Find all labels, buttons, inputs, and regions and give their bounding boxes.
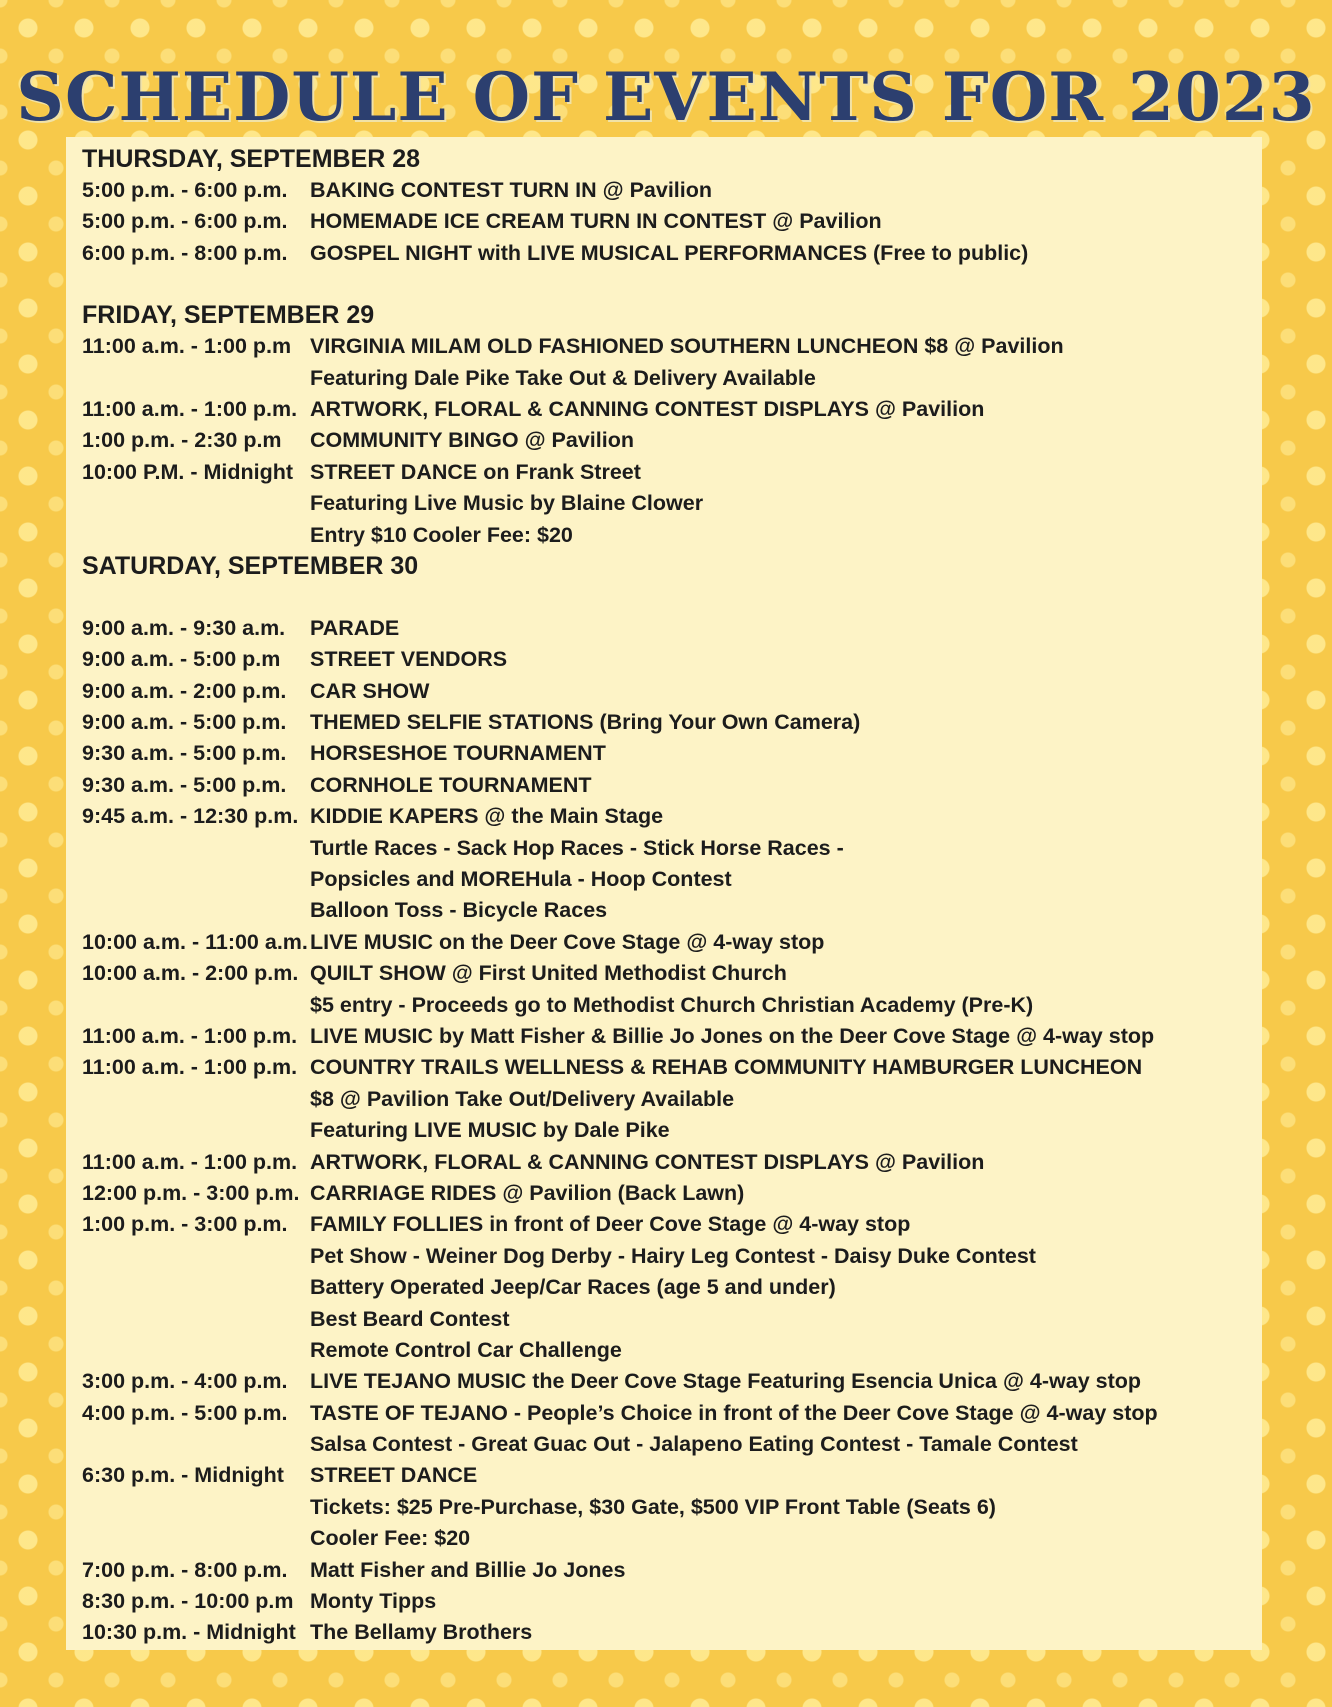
event-description: QUILT SHOW @ First United Methodist Church (310, 961, 787, 986)
event-row (82, 864, 1262, 895)
event-time: 10:30 p.m. - Midnight (82, 1620, 296, 1645)
event-row (82, 238, 1262, 269)
event-description: VIRGINIA MILAM OLD FASHIONED SOUTHERN LUNCHEON $8 @ Pavilion (310, 334, 1064, 359)
event-description: The Bellamy Brothers (310, 1620, 533, 1645)
event-description: STREET VENDORS (310, 647, 508, 672)
event-description: LIVE MUSIC on the Deer Cove Stage @ 4-way stop (310, 929, 825, 954)
event-row (82, 1429, 1262, 1460)
event-time: 11:00 a.m. - 1:00 p.m. (82, 1149, 298, 1174)
event-description: Matt Fisher and Billie Jo Jones (310, 1557, 626, 1582)
event-row (82, 1021, 1262, 1052)
event-description: THEMED SELFIE STATIONS (Bring Your Own Camera) (310, 710, 861, 735)
day-heading: THURSDAY, SEPTEMBER 28 (82, 145, 421, 173)
schedule-list (82, 144, 1262, 1649)
event-time: 9:00 a.m. - 5:00 p.m (82, 647, 281, 672)
event-row (82, 644, 1262, 675)
event-row (82, 990, 1262, 1021)
event-time (82, 895, 310, 926)
event-description: STREET DANCE on Frank Street (310, 459, 641, 484)
event-description: HOMEMADE ICE CREAM TURN IN CONTEST @ Pavilion (310, 209, 882, 234)
event-time: 10:00 a.m. - 11:00 a.m. (82, 929, 308, 954)
event-row (82, 1147, 1262, 1178)
spacer (82, 582, 1262, 613)
event-row (82, 833, 1262, 864)
event-row (82, 488, 1262, 519)
event-description: STREET DANCE (310, 1463, 478, 1488)
event-row (82, 1115, 1262, 1146)
event-time: 8:30 p.m. - 10:00 p.m (82, 1589, 294, 1614)
event-time (82, 520, 310, 551)
event-row (82, 394, 1262, 425)
event-time (82, 1272, 310, 1303)
event-row (82, 1460, 1262, 1491)
event-time: 10:00 P.M. - Midnight (82, 459, 294, 484)
event-row (82, 175, 1262, 206)
event-time (82, 1523, 310, 1554)
event-row (82, 801, 1262, 832)
event-time: 9:00 a.m. - 9:30 a.m. (82, 615, 286, 640)
event-row (82, 927, 1262, 958)
event-description: LIVE MUSIC by Matt Fisher & Billie Jo Jones on the Deer Cove Stage @ 4-way stop (310, 1023, 1155, 1048)
event-description: FAMILY FOLLIES in front of Deer Cove Stage @ 4-way stop (310, 1212, 911, 1237)
event-row (82, 1241, 1262, 1272)
event-description: Entry $10 Cooler Fee: $20 (310, 522, 573, 547)
event-description: BAKING CONTEST TURN IN @ Pavilion (310, 178, 713, 202)
event-time: 5:00 p.m. - 6:00 p.m. (82, 209, 288, 234)
event-row (82, 1398, 1262, 1429)
event-description: $8 @ Pavilion Take Out/Delivery Available (310, 1086, 735, 1111)
event-row (82, 613, 1262, 644)
event-description: Battery Operated Jeep/Car Races (age 5 and under) (310, 1275, 836, 1300)
event-time: 7:00 p.m. - 8:00 p.m. (82, 1557, 288, 1582)
event-description: Best Beard Contest (310, 1306, 510, 1331)
event-row (82, 457, 1262, 488)
event-description: Popsicles and MOREHula - Hoop Contest (310, 867, 732, 892)
event-description: LIVE TEJANO MUSIC the Deer Cove Stage Featuring Esencia Unica @ 4-way stop (310, 1369, 1142, 1394)
event-row (82, 1586, 1262, 1617)
day-heading: FRIDAY, SEPTEMBER 29 (82, 301, 375, 330)
spacer (82, 269, 1262, 300)
event-time: 11:00 a.m. - 1:00 p.m. (82, 396, 298, 421)
event-time: 5:00 p.m. - 6:00 p.m. (82, 178, 288, 202)
event-description: Monty Tipps (310, 1589, 437, 1614)
event-row (82, 1084, 1262, 1115)
event-row (82, 676, 1262, 707)
event-description: ARTWORK, FLORAL & CANNING CONTEST DISPLAYS @ Pavilion (310, 396, 985, 421)
event-time: 9:45 a.m. - 12:30 p.m. (82, 804, 299, 829)
event-description: Featuring Live Music by Blaine Clower (310, 491, 704, 516)
event-time: 9:30 a.m. - 5:00 p.m. (82, 741, 287, 766)
event-row (82, 1209, 1262, 1240)
event-description: CORNHOLE TOURNAMENT (310, 772, 592, 797)
event-time (82, 1115, 310, 1146)
event-description: KIDDIE KAPERS @ the Main Stage (310, 804, 664, 829)
event-description: Remote Control Car Challenge (310, 1337, 622, 1362)
event-time: 11:00 a.m. - 1:00 p.m. (82, 1055, 298, 1080)
event-row (82, 1052, 1262, 1083)
event-time (82, 1304, 310, 1335)
event-description: Balloon Toss - Bicycle Races (310, 898, 608, 923)
event-time: 1:00 p.m. - 2:30 p.m (82, 428, 282, 453)
event-row (82, 1617, 1262, 1648)
event-description: Salsa Contest - Great Guac Out - Jalapeno Eating Contest - Tamale Contest (310, 1432, 1078, 1457)
event-description: GOSPEL NIGHT with LIVE MUSICAL PERFORMANCES (Free to public) (310, 240, 1029, 265)
event-row (82, 738, 1262, 769)
event-time (82, 1492, 310, 1523)
event-row (82, 520, 1262, 551)
event-time: 10:00 a.m. - 2:00 p.m. (82, 961, 299, 986)
event-time: 12:00 p.m. - 3:00 p.m. (82, 1180, 300, 1205)
event-row (82, 707, 1262, 738)
event-description: Turtle Races - Sack Hop Races - Stick Horse Races - (310, 835, 844, 860)
event-row (82, 1492, 1262, 1523)
event-row (82, 1178, 1262, 1209)
event-time: 9:30 a.m. - 5:00 p.m. (82, 772, 287, 797)
event-time (82, 990, 310, 1021)
event-row (82, 1272, 1262, 1303)
event-description: Featuring LIVE MUSIC by Dale Pike (310, 1118, 670, 1143)
event-row (82, 1304, 1262, 1335)
event-row (82, 1335, 1262, 1366)
event-description: CARRIAGE RIDES @ Pavilion (Back Lawn) (310, 1180, 745, 1205)
event-time: 3:00 p.m. - 4:00 p.m. (82, 1369, 288, 1394)
event-row (82, 425, 1262, 456)
day-heading: SATURDAY, SEPTEMBER 30 (82, 551, 419, 580)
event-time: 9:00 a.m. - 5:00 p.m. (82, 710, 287, 735)
event-description: Pet Show - Weiner Dog Derby - Hairy Leg Contest - Daisy Duke Contest (310, 1243, 1036, 1268)
event-time: 4:00 p.m. - 5:00 p.m. (82, 1400, 288, 1425)
event-time (82, 833, 310, 864)
event-time: 1:00 p.m. - 3:00 p.m. (82, 1212, 288, 1237)
event-time: 9:00 a.m. - 2:00 p.m. (82, 678, 287, 703)
event-time (82, 1335, 310, 1366)
event-time (82, 1429, 310, 1460)
event-time (82, 363, 310, 394)
event-description: $5 entry - Proceeds go to Methodist Church Christian Academy (Pre-K) (310, 992, 1034, 1017)
event-description: ARTWORK, FLORAL & CANNING CONTEST DISPLAYS @ Pavilion (310, 1149, 985, 1174)
event-row (82, 363, 1262, 394)
event-row (82, 206, 1262, 237)
event-time (82, 488, 310, 519)
page-title: SCHEDULE OF EVENTS FOR 2023 (16, 58, 1316, 136)
event-row (82, 1523, 1262, 1554)
event-description: COUNTRY TRAILS WELLNESS & REHAB COMMUNITY HAMBURGER LUNCHEON (310, 1055, 1143, 1080)
event-description: COMMUNITY BINGO @ Pavilion (310, 428, 634, 453)
event-description: TASTE OF TEJANO - People’s Choice in front of the Deer Cove Stage @ 4-way stop (310, 1400, 1158, 1425)
event-description: Featuring Dale Pike Take Out & Delivery Available (310, 365, 816, 390)
event-time (82, 864, 310, 895)
event-row (82, 958, 1262, 989)
event-row (82, 1366, 1262, 1397)
event-row (82, 331, 1262, 362)
event-description: Tickets: $25 Pre-Purchase, $30 Gate, $500 VIP Front Table (Seats 6) (310, 1494, 996, 1519)
event-time (82, 1241, 310, 1272)
event-time: 11:00 a.m. - 1:00 p.m (82, 334, 292, 359)
event-row (82, 895, 1262, 926)
event-row (82, 1555, 1262, 1586)
event-description: CAR SHOW (310, 678, 430, 703)
event-row (82, 770, 1262, 801)
event-description: Cooler Fee: $20 (310, 1526, 471, 1551)
event-time (82, 1084, 310, 1115)
event-description: PARADE (310, 615, 400, 640)
event-time: 11:00 a.m. - 1:00 p.m. (82, 1023, 298, 1048)
event-time: 6:30 p.m. - Midnight (82, 1463, 284, 1488)
event-time: 6:00 p.m. - 8:00 p.m. (82, 240, 288, 265)
event-description: HORSESHOE TOURNAMENT (310, 741, 606, 766)
